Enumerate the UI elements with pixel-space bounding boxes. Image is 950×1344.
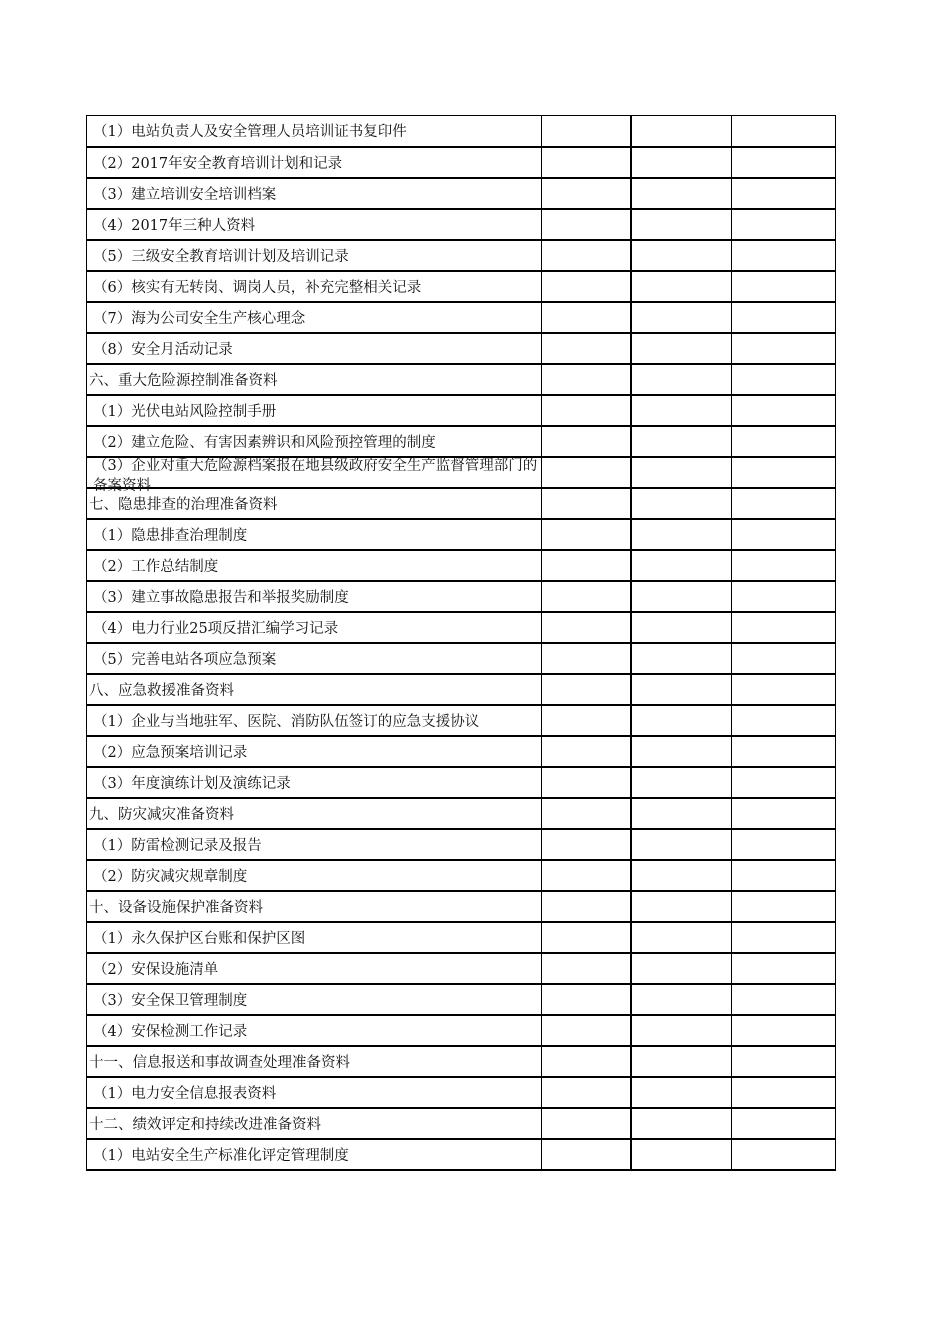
- item-cell[interactable]: [87, 395, 542, 426]
- table-row: [87, 922, 836, 953]
- item-text: （3）企业对重大危险源档案报在地县级政府安全生产监督管理部门的备案资料: [93, 457, 538, 494]
- section-heading-cell[interactable]: [87, 1108, 542, 1139]
- checklist-table: [86, 115, 836, 1171]
- empty-cell-col3[interactable]: [631, 798, 732, 829]
- empty-cell-col4[interactable]: [732, 333, 836, 364]
- empty-cell-col2[interactable]: [542, 953, 631, 984]
- empty-cell-col2[interactable]: [542, 612, 631, 643]
- empty-cell-col3[interactable]: [631, 1108, 732, 1139]
- empty-cell-col3[interactable]: [631, 519, 732, 550]
- empty-cell-col4[interactable]: [732, 302, 836, 333]
- item-text: （1）永久保护区台账和保护区图: [93, 930, 306, 947]
- empty-cell-col3[interactable]: [631, 147, 732, 178]
- table-row: [87, 550, 836, 581]
- item-text: （1）企业与当地驻军、医院、消防队伍签订的应急支援协议: [93, 713, 480, 730]
- empty-cell-col4[interactable]: [732, 457, 836, 488]
- table-row: [87, 271, 836, 302]
- empty-cell-col2[interactable]: [542, 860, 631, 891]
- section-heading-cell[interactable]: [87, 674, 542, 705]
- table-row: [87, 643, 836, 674]
- section-heading-text: 六、重大危险源控制准备资料: [89, 372, 278, 389]
- item-cell[interactable]: [87, 984, 542, 1015]
- empty-cell-col3[interactable]: [631, 953, 732, 984]
- table-row: [87, 612, 836, 643]
- empty-cell-col3[interactable]: [631, 984, 732, 1015]
- empty-cell-col2[interactable]: [542, 395, 631, 426]
- empty-cell-col4[interactable]: [732, 395, 836, 426]
- empty-cell-col2[interactable]: [542, 674, 631, 705]
- item-text: （6）核实有无转岗、调岗人员，补充完整相关记录: [93, 279, 422, 296]
- empty-cell-col3[interactable]: [631, 333, 732, 364]
- empty-cell-col2[interactable]: [542, 1015, 631, 1046]
- table-row: [87, 395, 836, 426]
- empty-cell-col3[interactable]: [631, 1046, 732, 1077]
- item-text: （1）电站负责人及安全管理人员培训证书复印件: [93, 124, 407, 141]
- empty-cell-col3[interactable]: [631, 922, 732, 953]
- empty-cell-col4[interactable]: [732, 1139, 836, 1170]
- empty-cell-col3[interactable]: [631, 674, 732, 705]
- empty-cell-col4[interactable]: [732, 767, 836, 798]
- item-text: （2）防灾减灾规章制度: [93, 868, 248, 885]
- empty-cell-col3[interactable]: [631, 767, 732, 798]
- empty-cell-col4[interactable]: [732, 1077, 836, 1108]
- table-row: [87, 953, 836, 984]
- item-cell[interactable]: [87, 240, 542, 271]
- empty-cell-col2[interactable]: [542, 1139, 631, 1170]
- empty-cell-col2[interactable]: [542, 364, 631, 395]
- section-heading-text: 八、应急救援准备资料: [89, 682, 234, 699]
- item-cell[interactable]: [87, 860, 542, 891]
- empty-cell-col4[interactable]: [732, 240, 836, 271]
- item-text: （5）完善电站各项应急预案: [93, 651, 277, 668]
- empty-cell-col3[interactable]: [631, 705, 732, 736]
- item-text: （4）2017年三种人资料: [93, 217, 256, 234]
- item-text: （2）应急预案培训记录: [93, 744, 248, 761]
- empty-cell-col4[interactable]: [732, 147, 836, 178]
- item-cell[interactable]: [87, 612, 542, 643]
- section-heading-cell[interactable]: [87, 798, 542, 829]
- empty-cell-col3[interactable]: [631, 860, 732, 891]
- item-text: （3）建立培训安全培训档案: [93, 186, 277, 203]
- table-row: [87, 984, 836, 1015]
- empty-cell-col2[interactable]: [542, 271, 631, 302]
- empty-cell-col4[interactable]: [732, 426, 836, 457]
- item-text: （4）安保检测工作记录: [93, 1023, 248, 1040]
- empty-cell-col4[interactable]: [732, 1015, 836, 1046]
- empty-cell-col4[interactable]: [732, 736, 836, 767]
- empty-cell-col3[interactable]: [631, 829, 732, 860]
- empty-cell-col3[interactable]: [631, 426, 732, 457]
- table-row: [87, 147, 836, 178]
- section-heading-cell[interactable]: [87, 1046, 542, 1077]
- empty-cell-col3[interactable]: [631, 488, 732, 519]
- item-cell[interactable]: [87, 550, 542, 581]
- table-row: [87, 1077, 836, 1108]
- item-text: （2）工作总结制度: [93, 558, 219, 575]
- item-text: （1）光伏电站风险控制手册: [93, 403, 277, 420]
- empty-cell-col2[interactable]: [542, 457, 631, 488]
- empty-cell-col3[interactable]: [631, 581, 732, 612]
- empty-cell-col2[interactable]: [542, 488, 631, 519]
- section-heading-text: 十一、信息报送和事故调查处理准备资料: [89, 1054, 350, 1071]
- empty-cell-col2[interactable]: [542, 426, 631, 457]
- item-cell[interactable]: [87, 705, 542, 736]
- item-cell[interactable]: [87, 116, 542, 147]
- item-text: （2）2017年安全教育培训计划和记录: [93, 155, 343, 172]
- item-cell[interactable]: [87, 1015, 542, 1046]
- item-cell[interactable]: [87, 922, 542, 953]
- empty-cell-col2[interactable]: [542, 333, 631, 364]
- table-row: [87, 333, 836, 364]
- empty-cell-col2[interactable]: [542, 519, 631, 550]
- section-heading-text: 十二、绩效评定和持续改进准备资料: [89, 1116, 321, 1133]
- empty-cell-col4[interactable]: [732, 178, 836, 209]
- empty-cell-col3[interactable]: [631, 1015, 732, 1046]
- table-row: [87, 767, 836, 798]
- empty-cell-col2[interactable]: [542, 1077, 631, 1108]
- item-text: （3）年度演练计划及演练记录: [93, 775, 291, 792]
- item-cell[interactable]: [87, 767, 542, 798]
- table-row: [87, 581, 836, 612]
- empty-cell-col4[interactable]: [732, 271, 836, 302]
- empty-cell-col2[interactable]: [542, 240, 631, 271]
- empty-cell-col3[interactable]: [631, 736, 732, 767]
- section-row: [87, 798, 836, 829]
- empty-cell-col2[interactable]: [542, 736, 631, 767]
- section-heading-cell[interactable]: [87, 891, 542, 922]
- item-cell[interactable]: [87, 1077, 542, 1108]
- item-cell[interactable]: [87, 519, 542, 550]
- item-text: （7）海为公司安全生产核心理念: [93, 310, 306, 327]
- empty-cell-col3[interactable]: [631, 240, 732, 271]
- empty-cell-col4[interactable]: [732, 829, 836, 860]
- item-cell[interactable]: [87, 426, 542, 457]
- empty-cell-col2[interactable]: [542, 922, 631, 953]
- empty-cell-col3[interactable]: [631, 1139, 732, 1170]
- empty-cell-col3[interactable]: [631, 1077, 732, 1108]
- section-heading-text: 七、隐患排查的治理准备资料: [89, 496, 278, 513]
- section-row: [87, 1046, 836, 1077]
- empty-cell-col4[interactable]: [732, 364, 836, 395]
- empty-cell-col4[interactable]: [732, 860, 836, 891]
- item-cell[interactable]: [87, 736, 542, 767]
- empty-cell-col2[interactable]: [542, 147, 631, 178]
- empty-cell-col4[interactable]: [732, 116, 836, 147]
- item-cell[interactable]: [87, 333, 542, 364]
- table-row: [87, 178, 836, 209]
- section-heading-text: 九、防灾减灾准备资料: [89, 806, 234, 823]
- empty-cell-col3[interactable]: [631, 271, 732, 302]
- empty-cell-col4[interactable]: [732, 612, 836, 643]
- item-cell[interactable]: [87, 643, 542, 674]
- table-row: [87, 457, 836, 488]
- empty-cell-col3[interactable]: [631, 643, 732, 674]
- item-cell[interactable]: [87, 581, 542, 612]
- empty-cell-col4[interactable]: [732, 953, 836, 984]
- table-row: [87, 302, 836, 333]
- table-row: [87, 860, 836, 891]
- table-row: [87, 1139, 836, 1170]
- empty-cell-col3[interactable]: [631, 550, 732, 581]
- empty-cell-col2[interactable]: [542, 581, 631, 612]
- item-text: （5）三级安全教育培训计划及培训记录: [93, 248, 349, 265]
- empty-cell-col4[interactable]: [732, 519, 836, 550]
- empty-cell-col4[interactable]: [732, 581, 836, 612]
- empty-cell-col4[interactable]: [732, 209, 836, 240]
- empty-cell-col2[interactable]: [542, 302, 631, 333]
- item-text: （1）电站安全生产标准化评定管理制度: [93, 1147, 349, 1164]
- item-text: （1）防雷检测记录及报告: [93, 837, 262, 854]
- empty-cell-col2[interactable]: [542, 767, 631, 798]
- empty-cell-col4[interactable]: [732, 922, 836, 953]
- empty-cell-col4[interactable]: [732, 798, 836, 829]
- item-cell[interactable]: [87, 209, 542, 240]
- section-row: [87, 891, 836, 922]
- empty-cell-col3[interactable]: [631, 891, 732, 922]
- section-heading-cell[interactable]: [87, 364, 542, 395]
- item-cell[interactable]: [87, 178, 542, 209]
- section-row: [87, 674, 836, 705]
- empty-cell-col3[interactable]: [631, 395, 732, 426]
- table-row: [87, 829, 836, 860]
- empty-cell-col2[interactable]: [542, 984, 631, 1015]
- table-row: [87, 736, 836, 767]
- empty-cell-col3[interactable]: [631, 116, 732, 147]
- empty-cell-col2[interactable]: [542, 209, 631, 240]
- empty-cell-col3[interactable]: [631, 457, 732, 488]
- item-text: （2）安保设施清单: [93, 961, 219, 978]
- empty-cell-col4[interactable]: [732, 705, 836, 736]
- empty-cell-col2[interactable]: [542, 1046, 631, 1077]
- table-row: [87, 519, 836, 550]
- table-row: [87, 240, 836, 271]
- section-row: [87, 364, 836, 395]
- item-text: （3）安全保卫管理制度: [93, 992, 248, 1009]
- section-row: [87, 1108, 836, 1139]
- empty-cell-col3[interactable]: [631, 612, 732, 643]
- empty-cell-col4[interactable]: [732, 550, 836, 581]
- item-cell[interactable]: [87, 1139, 542, 1170]
- empty-cell-col2[interactable]: [542, 116, 631, 147]
- item-cell[interactable]: [87, 147, 542, 178]
- empty-cell-col2[interactable]: [542, 798, 631, 829]
- empty-cell-col4[interactable]: [732, 1108, 836, 1139]
- item-text: （3）建立事故隐患报告和举报奖励制度: [93, 589, 349, 606]
- empty-cell-col4[interactable]: [732, 1046, 836, 1077]
- item-cell[interactable]: [87, 953, 542, 984]
- table-row: [87, 426, 836, 457]
- empty-cell-col3[interactable]: [631, 364, 732, 395]
- table-row: [87, 209, 836, 240]
- item-cell[interactable]: [87, 271, 542, 302]
- empty-cell-col2[interactable]: [542, 178, 631, 209]
- empty-cell-col2[interactable]: [542, 705, 631, 736]
- empty-cell-col3[interactable]: [631, 209, 732, 240]
- empty-cell-col2[interactable]: [542, 829, 631, 860]
- empty-cell-col2[interactable]: [542, 550, 631, 581]
- empty-cell-col4[interactable]: [732, 891, 836, 922]
- empty-cell-col4[interactable]: [732, 674, 836, 705]
- item-text: （4）电力行业25项反措汇编学习记录: [93, 620, 339, 637]
- item-text: （1）电力安全信息报表资料: [93, 1085, 277, 1102]
- item-cell[interactable]: [87, 302, 542, 333]
- checklist-body: [87, 116, 836, 1170]
- empty-cell-col2[interactable]: [542, 643, 631, 674]
- empty-cell-col4[interactable]: [732, 984, 836, 1015]
- item-text: （8）安全月活动记录: [93, 341, 233, 358]
- item-cell[interactable]: [87, 457, 542, 494]
- item-text: （1）隐患排查治理制度: [93, 527, 248, 544]
- empty-cell-col4[interactable]: [732, 643, 836, 674]
- item-cell[interactable]: [87, 829, 542, 860]
- empty-cell-col3[interactable]: [631, 178, 732, 209]
- empty-cell-col3[interactable]: [631, 302, 732, 333]
- item-text: （2）建立危险、有害因素辨识和风险预控管理的制度: [93, 434, 436, 451]
- empty-cell-col4[interactable]: [732, 488, 836, 519]
- table-row: [87, 116, 836, 147]
- table-row: [87, 705, 836, 736]
- empty-cell-col2[interactable]: [542, 1108, 631, 1139]
- section-heading-text: 十、设备设施保护准备资料: [89, 899, 263, 916]
- empty-cell-col2[interactable]: [542, 891, 631, 922]
- table-row: [87, 1015, 836, 1046]
